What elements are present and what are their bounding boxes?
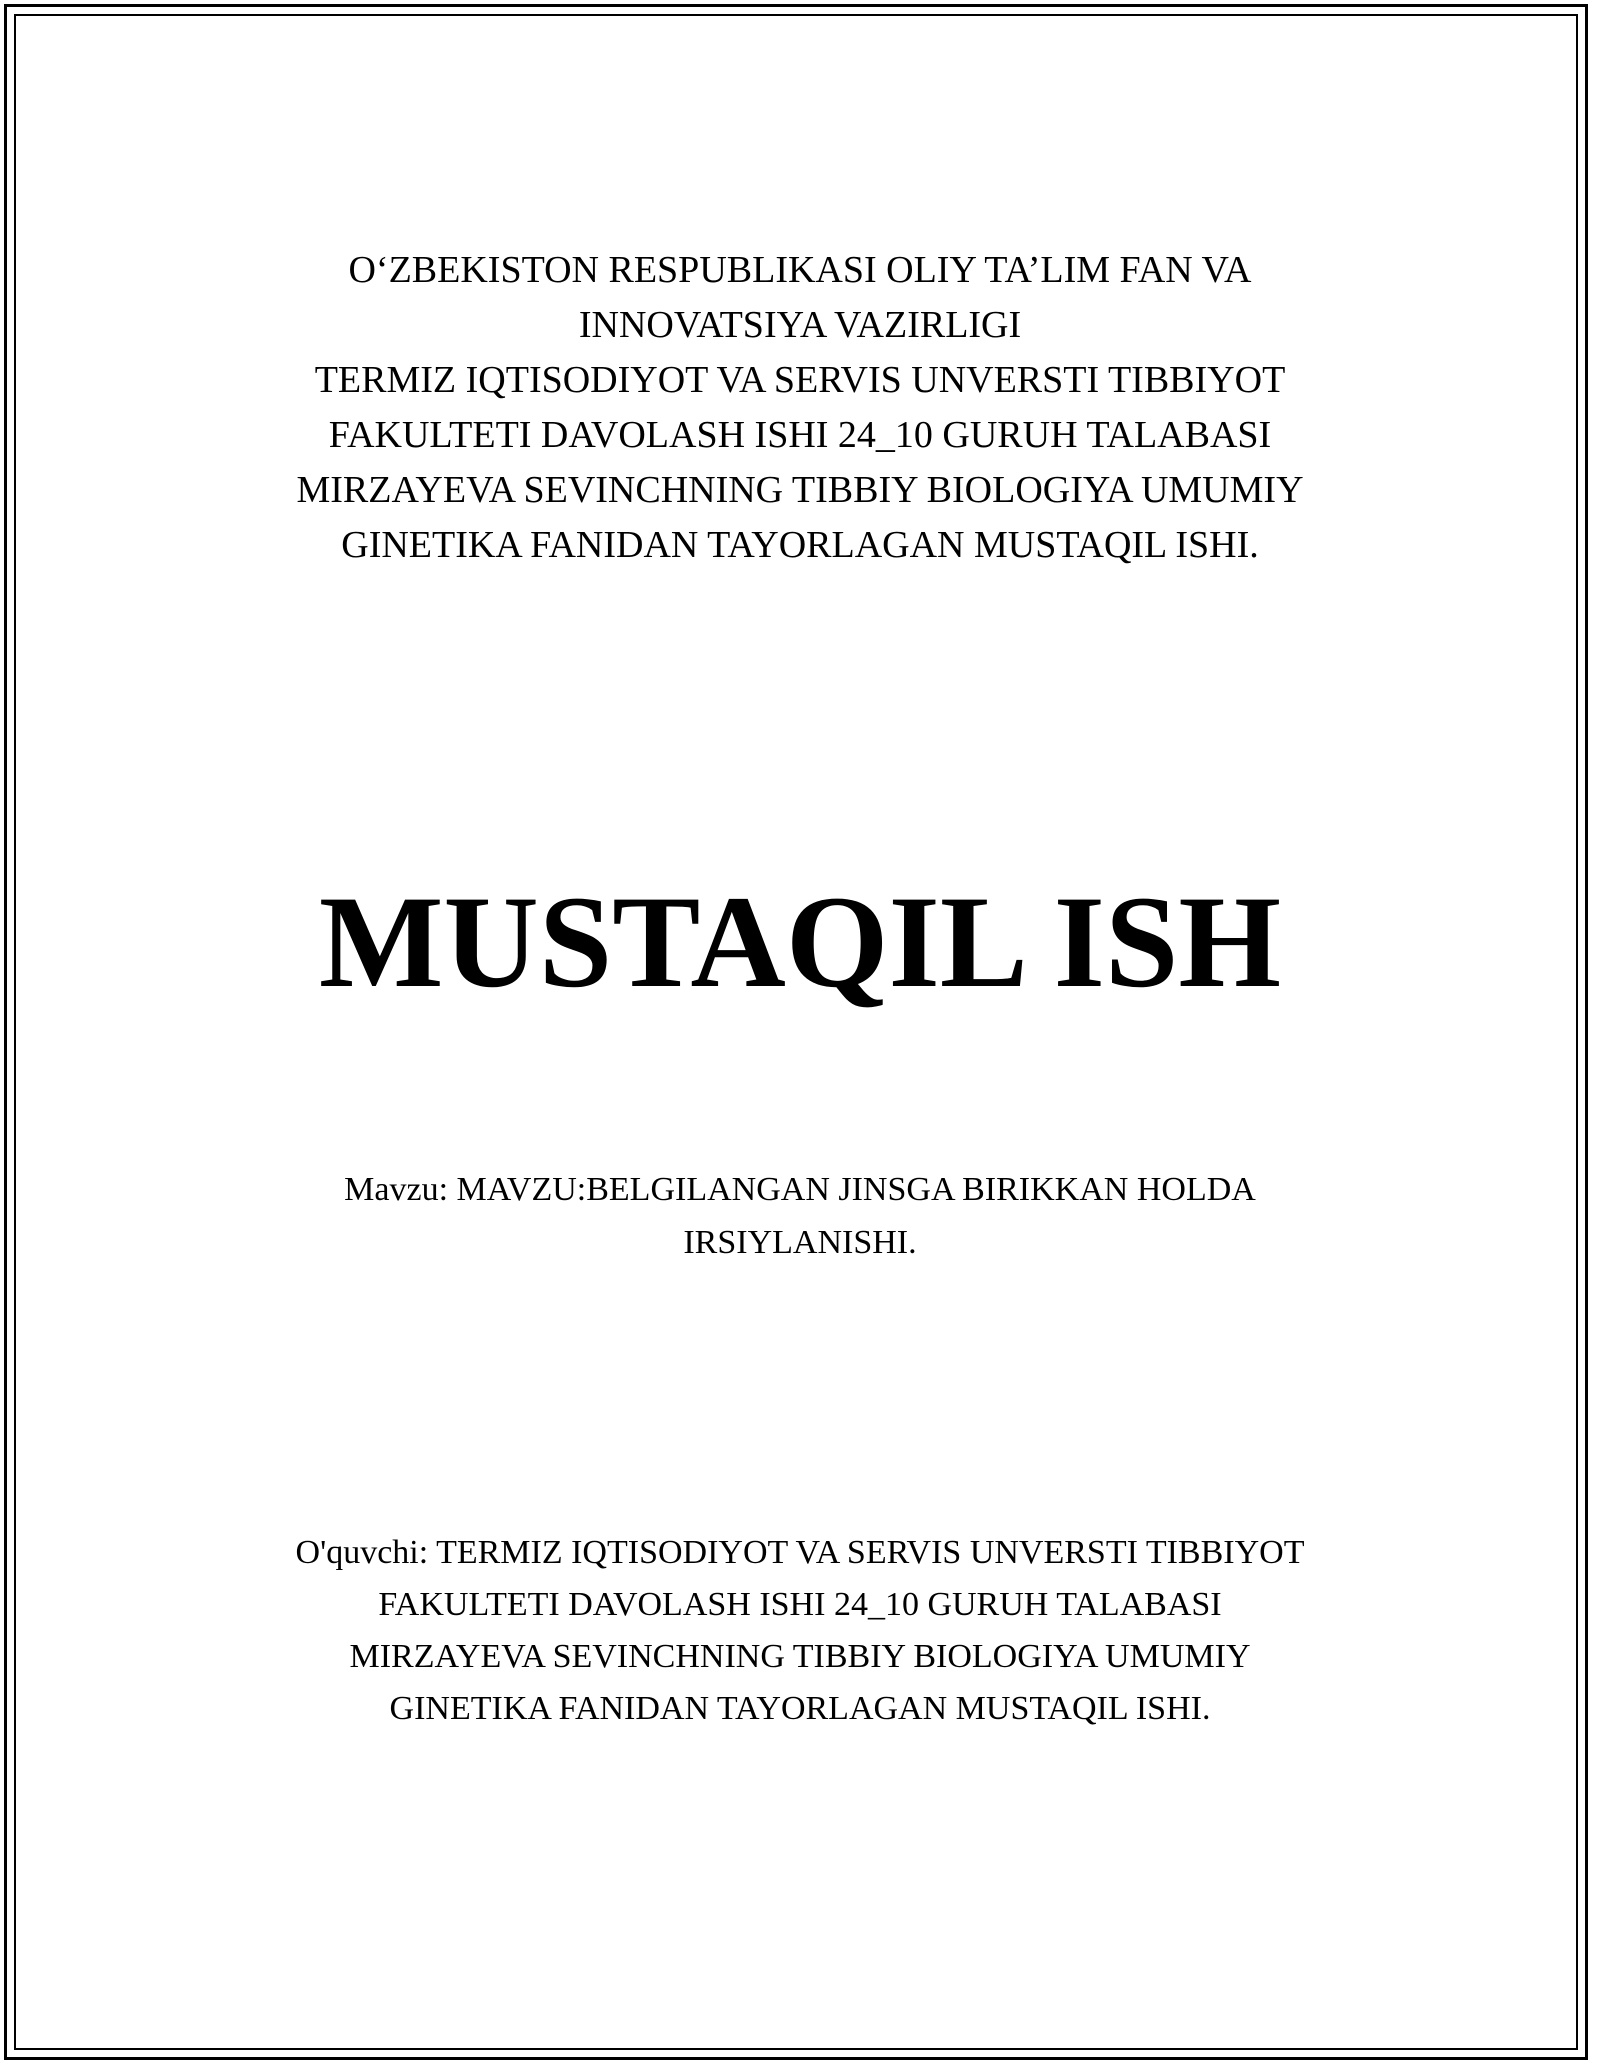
header-line: FAKULTETI DAVOLASH ISHI 24_10 GURUH TALABASI bbox=[328, 414, 1272, 456]
header-line: MIRZAYEVA SEVINCHNING TIBBIY BIOLOGIYA UMUMIY bbox=[296, 469, 1304, 511]
header-line: O‘ZBEKISTON RESPUBLIKASI OLIY TA’LIM FAN VA bbox=[348, 249, 1252, 291]
header-line: INNOVATSIYA VAZIRLIGI bbox=[578, 304, 1022, 346]
ministry-header bbox=[0, 243, 1600, 573]
student-section bbox=[0, 1527, 1600, 1735]
header-line: GINETIKA FANIDAN TAYORLAGAN MUSTAQIL ISHI. bbox=[341, 524, 1259, 566]
document-title: MUSTAQIL ISH bbox=[318, 868, 1282, 1015]
student-line: GINETIKA FANIDAN TAYORLAGAN MUSTAQIL ISHI. bbox=[389, 1690, 1211, 1727]
topic-line: IRSIYLANISHI. bbox=[683, 1224, 917, 1261]
student-line: MIRZAYEVA SEVINCHNING TIBBIY BIOLOGIYA UMUMIY bbox=[349, 1638, 1251, 1675]
student-line: FAKULTETI DAVOLASH ISHI 24_10 GURUH TALABASI bbox=[378, 1586, 1222, 1623]
topic-line: Mavzu: MAVZU:BELGILANGAN JINSGA BIRIKKAN HOLDA bbox=[344, 1171, 1256, 1208]
student-line: O'quvchi: TERMIZ IQTISODIYOT VA SERVIS UNVERSTI TIBBIYOT bbox=[295, 1534, 1305, 1571]
topic-section bbox=[0, 1163, 1600, 1269]
header-line: TERMIZ IQTISODIYOT VA SERVIS UNVERSTI TIBBIYOT bbox=[314, 359, 1286, 401]
